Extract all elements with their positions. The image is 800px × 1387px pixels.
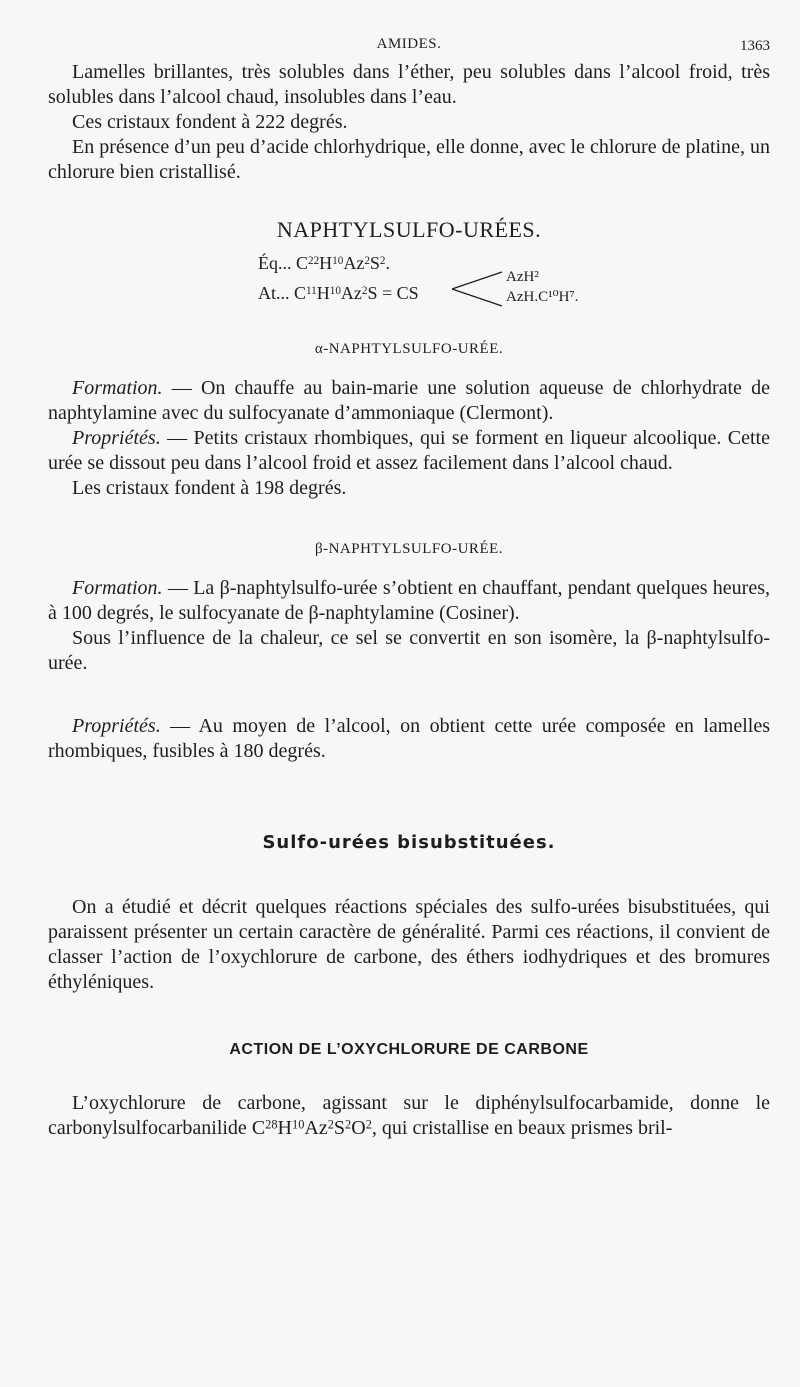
formula-bond-lines bbox=[450, 269, 506, 309]
proprietes-label: Propriétés. bbox=[72, 427, 161, 449]
oxychlorure-text-b: , qui cristallise en beaux prismes bril- bbox=[371, 1117, 673, 1139]
equivalent-formula: Éq... $C^{22}H^{10}Az^2S^2$. bbox=[258, 253, 390, 273]
oxychlorure-heading: ACTION DE L’OXYCHLORURE DE CARBONE bbox=[229, 1041, 589, 1058]
proprietes-text: — Petits cristaux rhombiques, qui se forment en liqueur alcoolique. Cette urée se dissout peu dans l’alcool froid et assez facilement dans l’alcool chaud. bbox=[48, 427, 770, 474]
oxychlorure-text-a: L’oxychlorure de carbone, agissant sur le diphénylsulfocarbamide, donne le carbonylsulfocarbanilide bbox=[48, 1092, 770, 1139]
beta-proprietes bbox=[48, 714, 770, 764]
formation-label: Formation. bbox=[72, 377, 163, 399]
eq-prefix: Éq... bbox=[258, 253, 296, 273]
atomic-formula: At... $C^{11}H^{10}Az^2S$ = CS bbox=[258, 283, 419, 303]
alpha-proprietes bbox=[48, 426, 770, 476]
branch-bottom: AzH.C¹⁰H⁷. bbox=[506, 289, 579, 305]
running-title: AMIDES. bbox=[376, 36, 442, 52]
intro-paragraph: Lamelles brillantes, très solubles dans l’éther, peu solubles dans l’alcool froid, très solubles dans l’alcool chaud, insolubles dans l’eau. bbox=[48, 61, 770, 108]
bisubstituees-heading: Sulfo-urées bisubstituées. bbox=[262, 832, 556, 853]
beta-formation bbox=[48, 576, 770, 626]
oxychlorure-paragraph bbox=[48, 1091, 770, 1141]
page-header bbox=[48, 30, 770, 60]
intro-platine: En présence d’un peu d’acide chlorhydrique, elle donne, avec le chlorure de platine, un chlorure bien cristallisé. bbox=[48, 136, 770, 183]
page-number: 1363 bbox=[740, 38, 770, 54]
branch-top: AzH² bbox=[506, 269, 539, 285]
intro-fusion: Ces cristaux fondent à 222 degrés. bbox=[72, 111, 348, 133]
alpha-fusion: Les cristaux fondent à 198 degrés. bbox=[72, 477, 347, 499]
formula-branches bbox=[506, 267, 578, 307]
formation-text: — On chauffe au bain-marie une solution aqueuse de chlorhydrate de naphtylamine avec du sulfocyanate d’ammoniaque (Clermont). bbox=[48, 377, 770, 424]
proprietes-text: — Au moyen de l’alcool, on obtient cette urée composée en lamelles rhombiques, fusibles à 180 degrés. bbox=[48, 715, 770, 762]
beta-title: β-NAPHTYLSULFO-URÉE. bbox=[314, 541, 504, 557]
beta-isomer: Sous l’influence de la chaleur, ce sel se convertit en son isomère, la β-naphtylsulfo-urée. bbox=[48, 627, 770, 674]
proprietes-label: Propriétés. bbox=[72, 715, 161, 737]
alpha-title: α-NAPHTYLSULFO-URÉE. bbox=[314, 341, 504, 357]
formula-block bbox=[48, 253, 770, 311]
naphtylsulfo-urees-heading: NAPHTYLSULFO-URÉES. bbox=[276, 217, 542, 242]
formation-text: — La β-naphtylsulfo-urée s’obtient en chauffant, pendant quelques heures, à 100 degrés, le sulfocyanate de β-naphtylamine (Cosiner). bbox=[48, 577, 770, 624]
page bbox=[48, 30, 770, 1141]
bisubstituees-paragraph: On a étudié et décrit quelques réactions spéciales des sulfo-urées bisubstituées, qui paraissent présenter un certain caractère de généralité. Parmi ces réactions, il convient de classer l’action de l’oxychlorure de carbone, des éthers iodhydriques et des bromures éthyléniques. bbox=[48, 896, 770, 993]
alpha-formation bbox=[48, 376, 770, 426]
formation-label: Formation. bbox=[72, 577, 163, 599]
carbonyl-formula: $C^{28}H^{10}Az^2S^2O^2$ bbox=[251, 1117, 372, 1139]
at-prefix: At... bbox=[258, 283, 294, 303]
